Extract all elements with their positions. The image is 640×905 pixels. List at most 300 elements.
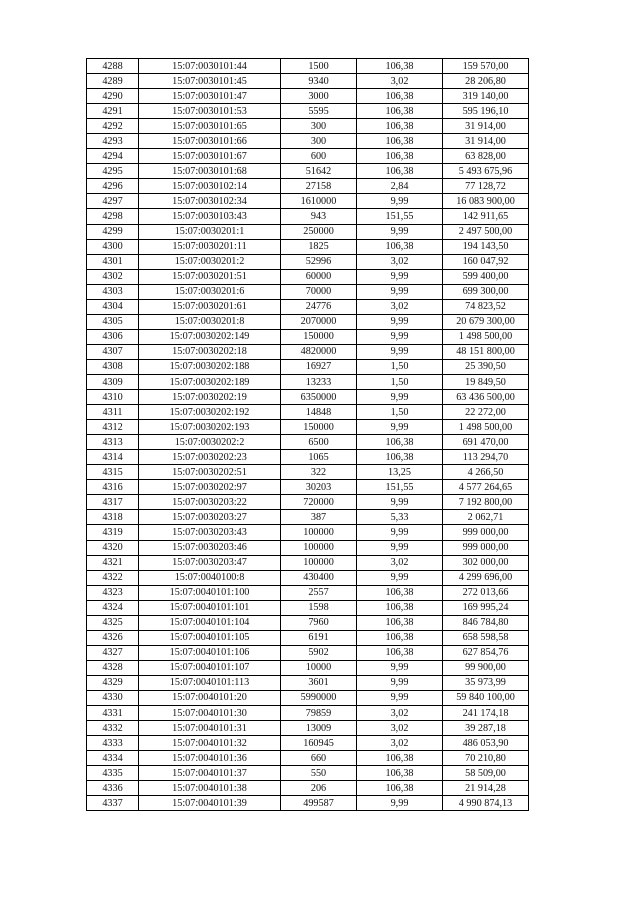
cadastral-number-cell: 15:07:0030203:22 — [139, 495, 281, 510]
cadastral-value-cell: 159 570,00 — [443, 59, 529, 74]
cadastral-value-cell: 2 062,71 — [443, 510, 529, 525]
area-cell: 100000 — [281, 525, 357, 540]
row-number-cell: 4310 — [87, 390, 139, 405]
specific-value-cell: 106,38 — [357, 751, 443, 766]
area-cell: 14848 — [281, 405, 357, 420]
area-cell: 100000 — [281, 540, 357, 555]
cadastral-value-cell: 272 013,66 — [443, 585, 529, 600]
specific-value-cell: 9,99 — [357, 525, 443, 540]
row-number-cell: 4326 — [87, 630, 139, 645]
row-number-cell: 4337 — [87, 796, 139, 811]
table-row — [87, 420, 529, 435]
row-number-cell: 4329 — [87, 675, 139, 690]
cadastral-number-cell: 15:07:0030201:51 — [139, 269, 281, 284]
cadastral-value-cell: 99 900,00 — [443, 660, 529, 675]
area-cell: 250000 — [281, 224, 357, 239]
table-row — [87, 254, 529, 269]
specific-value-cell: 9,99 — [357, 570, 443, 585]
table-row — [87, 314, 529, 329]
area-cell: 2070000 — [281, 314, 357, 329]
area-cell: 52996 — [281, 254, 357, 269]
specific-value-cell: 1,50 — [357, 359, 443, 374]
row-number-cell: 4312 — [87, 420, 139, 435]
area-cell: 1065 — [281, 450, 357, 465]
specific-value-cell: 9,99 — [357, 660, 443, 675]
cadastral-value-cell: 28 206,80 — [443, 74, 529, 89]
cadastral-value-cell: 142 911,65 — [443, 209, 529, 224]
cadastral-value-cell: 63 436 500,00 — [443, 390, 529, 405]
cadastral-value-cell: 39 287,18 — [443, 721, 529, 736]
row-number-cell: 4297 — [87, 194, 139, 209]
cadastral-value-cell: 59 840 100,00 — [443, 690, 529, 705]
cadastral-number-cell: 15:07:0040101:104 — [139, 615, 281, 630]
cadastral-value-cell: 302 000,00 — [443, 555, 529, 570]
cadastral-number-cell: 15:07:0030202:51 — [139, 465, 281, 480]
specific-value-cell: 106,38 — [357, 450, 443, 465]
specific-value-cell: 9,99 — [357, 675, 443, 690]
table-row — [87, 615, 529, 630]
row-number-cell: 4296 — [87, 179, 139, 194]
row-number-cell: 4289 — [87, 74, 139, 89]
cadastral-number-cell: 15:07:0030201:1 — [139, 224, 281, 239]
cadastral-number-cell: 15:07:0030101:65 — [139, 119, 281, 134]
row-number-cell: 4327 — [87, 645, 139, 660]
area-cell: 300 — [281, 134, 357, 149]
area-cell: 6350000 — [281, 390, 357, 405]
table-row — [87, 405, 529, 420]
specific-value-cell: 151,55 — [357, 209, 443, 224]
cadastral-value-cell: 20 679 300,00 — [443, 314, 529, 329]
area-cell: 2557 — [281, 585, 357, 600]
cadastral-number-cell: 15:07:0030203:47 — [139, 555, 281, 570]
cadastral-value-cell: 2 497 500,00 — [443, 224, 529, 239]
cadastral-number-cell: 15:07:0040101:20 — [139, 690, 281, 705]
area-cell: 30203 — [281, 480, 357, 495]
row-number-cell: 4306 — [87, 329, 139, 344]
row-number-cell: 4311 — [87, 405, 139, 420]
area-cell: 5595 — [281, 104, 357, 119]
area-cell: 430400 — [281, 570, 357, 585]
cadastral-number-cell: 15:07:0030202:193 — [139, 420, 281, 435]
specific-value-cell: 3,02 — [357, 706, 443, 721]
table-row — [87, 134, 529, 149]
cadastral-value-cell: 35 973,99 — [443, 675, 529, 690]
specific-value-cell: 9,99 — [357, 420, 443, 435]
specific-value-cell: 106,38 — [357, 119, 443, 134]
cadastral-value-cell: 846 784,80 — [443, 615, 529, 630]
area-cell: 1825 — [281, 239, 357, 254]
row-number-cell: 4293 — [87, 134, 139, 149]
table-row — [87, 495, 529, 510]
table-row — [87, 766, 529, 781]
cadastral-value-cell: 169 995,24 — [443, 600, 529, 615]
table-row — [87, 555, 529, 570]
specific-value-cell: 9,99 — [357, 690, 443, 705]
row-number-cell: 4324 — [87, 600, 139, 615]
cadastral-number-cell: 15:07:0040101:105 — [139, 630, 281, 645]
cadastral-number-cell: 15:07:0030202:2 — [139, 435, 281, 450]
cadastral-number-cell: 15:07:0030201:8 — [139, 314, 281, 329]
table-row — [87, 59, 529, 74]
cadastral-value-cell: 241 174,18 — [443, 706, 529, 721]
row-number-cell: 4320 — [87, 540, 139, 555]
area-cell: 5902 — [281, 645, 357, 660]
specific-value-cell: 106,38 — [357, 600, 443, 615]
cadastral-number-cell: 15:07:0030103:43 — [139, 209, 281, 224]
table-row — [87, 239, 529, 254]
specific-value-cell: 106,38 — [357, 585, 443, 600]
specific-value-cell: 106,38 — [357, 766, 443, 781]
table-row — [87, 525, 529, 540]
table-row — [87, 585, 529, 600]
table-row — [87, 269, 529, 284]
area-cell: 6191 — [281, 630, 357, 645]
cadastral-number-cell: 15:07:0030202:189 — [139, 374, 281, 389]
table-row — [87, 359, 529, 374]
specific-value-cell: 9,99 — [357, 284, 443, 299]
table-row — [87, 751, 529, 766]
cadastral-value-cell: 160 047,92 — [443, 254, 529, 269]
specific-value-cell: 3,02 — [357, 555, 443, 570]
table-row — [87, 390, 529, 405]
table-row — [87, 209, 529, 224]
cadastral-value-cell: 7 192 800,00 — [443, 495, 529, 510]
area-cell: 1500 — [281, 59, 357, 74]
table-row — [87, 540, 529, 555]
row-number-cell: 4294 — [87, 149, 139, 164]
row-number-cell: 4318 — [87, 510, 139, 525]
area-cell: 206 — [281, 781, 357, 796]
specific-value-cell: 9,99 — [357, 269, 443, 284]
cadastral-number-cell: 15:07:0030101:47 — [139, 89, 281, 104]
area-cell: 322 — [281, 465, 357, 480]
specific-value-cell: 106,38 — [357, 104, 443, 119]
row-number-cell: 4299 — [87, 224, 139, 239]
specific-value-cell: 3,02 — [357, 721, 443, 736]
specific-value-cell: 9,99 — [357, 495, 443, 510]
area-cell: 13233 — [281, 374, 357, 389]
row-number-cell: 4291 — [87, 104, 139, 119]
area-cell: 720000 — [281, 495, 357, 510]
area-cell: 70000 — [281, 284, 357, 299]
row-number-cell: 4314 — [87, 450, 139, 465]
row-number-cell: 4301 — [87, 254, 139, 269]
area-cell: 60000 — [281, 269, 357, 284]
cadastral-number-cell: 15:07:0040100:8 — [139, 570, 281, 585]
area-cell: 387 — [281, 510, 357, 525]
specific-value-cell: 9,99 — [357, 390, 443, 405]
cadastral-value-cell: 113 294,70 — [443, 450, 529, 465]
area-cell: 499587 — [281, 796, 357, 811]
table-row — [87, 796, 529, 811]
specific-value-cell: 1,50 — [357, 374, 443, 389]
cadastral-value-cell: 599 400,00 — [443, 269, 529, 284]
row-number-cell: 4323 — [87, 585, 139, 600]
cadastral-value-cell: 21 914,28 — [443, 781, 529, 796]
cadastral-value-cell: 999 000,00 — [443, 540, 529, 555]
cadastral-value-cell: 77 128,72 — [443, 179, 529, 194]
specific-value-cell: 106,38 — [357, 630, 443, 645]
table-row — [87, 736, 529, 751]
cadastral-number-cell: 15:07:0030202:149 — [139, 329, 281, 344]
row-number-cell: 4332 — [87, 721, 139, 736]
cadastral-number-cell: 15:07:0030203:46 — [139, 540, 281, 555]
row-number-cell: 4307 — [87, 344, 139, 359]
area-cell: 1598 — [281, 600, 357, 615]
specific-value-cell: 3,02 — [357, 74, 443, 89]
cadastral-number-cell: 15:07:0040101:32 — [139, 736, 281, 751]
row-number-cell: 4325 — [87, 615, 139, 630]
specific-value-cell: 9,99 — [357, 314, 443, 329]
area-cell: 160945 — [281, 736, 357, 751]
cadastral-number-cell: 15:07:0040101:38 — [139, 781, 281, 796]
row-number-cell: 4303 — [87, 284, 139, 299]
area-cell: 550 — [281, 766, 357, 781]
specific-value-cell: 106,38 — [357, 89, 443, 104]
area-cell: 300 — [281, 119, 357, 134]
cadastral-number-cell: 15:07:0040101:31 — [139, 721, 281, 736]
table-row — [87, 104, 529, 119]
table-row — [87, 164, 529, 179]
specific-value-cell: 9,99 — [357, 329, 443, 344]
area-cell: 3000 — [281, 89, 357, 104]
row-number-cell: 4305 — [87, 314, 139, 329]
area-cell: 660 — [281, 751, 357, 766]
specific-value-cell: 3,02 — [357, 254, 443, 269]
area-cell: 13009 — [281, 721, 357, 736]
area-cell: 150000 — [281, 420, 357, 435]
table-row — [87, 706, 529, 721]
cadastral-number-cell: 15:07:0030102:14 — [139, 179, 281, 194]
specific-value-cell: 3,02 — [357, 299, 443, 314]
table-row — [87, 660, 529, 675]
cadastral-value-cell: 31 914,00 — [443, 134, 529, 149]
cadastral-value-cell: 4 577 264,65 — [443, 480, 529, 495]
area-cell: 7960 — [281, 615, 357, 630]
cadastral-number-cell: 15:07:0040101:106 — [139, 645, 281, 660]
cadastral-value-table — [86, 58, 529, 811]
cadastral-number-cell: 15:07:0030202:97 — [139, 480, 281, 495]
row-number-cell: 4295 — [87, 164, 139, 179]
table-row — [87, 645, 529, 660]
cadastral-value-cell: 19 849,50 — [443, 374, 529, 389]
cadastral-value-cell: 691 470,00 — [443, 435, 529, 450]
row-number-cell: 4309 — [87, 374, 139, 389]
cadastral-number-cell: 15:07:0030202:192 — [139, 405, 281, 420]
row-number-cell: 4298 — [87, 209, 139, 224]
cadastral-value-cell: 595 196,10 — [443, 104, 529, 119]
cadastral-number-cell: 15:07:0040101:30 — [139, 706, 281, 721]
cadastral-number-cell: 15:07:0030101:66 — [139, 134, 281, 149]
cadastral-value-cell: 4 266,50 — [443, 465, 529, 480]
specific-value-cell: 106,38 — [357, 239, 443, 254]
row-number-cell: 4290 — [87, 89, 139, 104]
table-row — [87, 329, 529, 344]
specific-value-cell: 106,38 — [357, 134, 443, 149]
table-row — [87, 781, 529, 796]
cadastral-number-cell: 15:07:0030101:68 — [139, 164, 281, 179]
cadastral-value-cell: 63 828,00 — [443, 149, 529, 164]
area-cell: 1610000 — [281, 194, 357, 209]
row-number-cell: 4328 — [87, 660, 139, 675]
cadastral-number-cell: 15:07:0030201:61 — [139, 299, 281, 314]
table-row — [87, 675, 529, 690]
cadastral-value-cell: 4 990 874,13 — [443, 796, 529, 811]
specific-value-cell: 2,84 — [357, 179, 443, 194]
cadastral-value-cell: 1 498 500,00 — [443, 329, 529, 344]
table-row — [87, 480, 529, 495]
cadastral-number-cell: 15:07:0030203:43 — [139, 525, 281, 540]
cadastral-number-cell: 15:07:0040101:39 — [139, 796, 281, 811]
row-number-cell: 4319 — [87, 525, 139, 540]
area-cell: 4820000 — [281, 344, 357, 359]
cadastral-value-cell: 319 140,00 — [443, 89, 529, 104]
table-row — [87, 194, 529, 209]
table-row — [87, 179, 529, 194]
table-row — [87, 450, 529, 465]
specific-value-cell: 106,38 — [357, 435, 443, 450]
row-number-cell: 4292 — [87, 119, 139, 134]
cadastral-value-cell: 16 083 900,00 — [443, 194, 529, 209]
row-number-cell: 4300 — [87, 239, 139, 254]
specific-value-cell: 13,25 — [357, 465, 443, 480]
cadastral-number-cell: 15:07:0040101:37 — [139, 766, 281, 781]
cadastral-number-cell: 15:07:0030202:188 — [139, 359, 281, 374]
table-row — [87, 600, 529, 615]
row-number-cell: 4308 — [87, 359, 139, 374]
area-cell: 24776 — [281, 299, 357, 314]
cadastral-value-cell: 48 151 800,00 — [443, 344, 529, 359]
area-cell: 16927 — [281, 359, 357, 374]
cadastral-number-cell: 15:07:0030203:27 — [139, 510, 281, 525]
cadastral-value-cell: 25 390,50 — [443, 359, 529, 374]
cadastral-value-cell: 5 493 675,96 — [443, 164, 529, 179]
table-row — [87, 299, 529, 314]
specific-value-cell: 3,02 — [357, 736, 443, 751]
cadastral-number-cell: 15:07:0040101:113 — [139, 675, 281, 690]
cadastral-value-cell: 22 272,00 — [443, 405, 529, 420]
cadastral-number-cell: 15:07:0030101:53 — [139, 104, 281, 119]
cadastral-number-cell: 15:07:0040101:107 — [139, 660, 281, 675]
specific-value-cell: 106,38 — [357, 781, 443, 796]
area-cell: 9340 — [281, 74, 357, 89]
table-row — [87, 74, 529, 89]
cadastral-value-cell: 486 053,90 — [443, 736, 529, 751]
table-row — [87, 374, 529, 389]
cadastral-number-cell: 15:07:0030202:23 — [139, 450, 281, 465]
cadastral-number-cell: 15:07:0030202:19 — [139, 390, 281, 405]
cadastral-value-cell: 4 299 696,00 — [443, 570, 529, 585]
area-cell: 51642 — [281, 164, 357, 179]
document-table-container — [86, 58, 528, 811]
area-cell: 100000 — [281, 555, 357, 570]
cadastral-value-cell: 699 300,00 — [443, 284, 529, 299]
cadastral-number-cell: 15:07:0030102:34 — [139, 194, 281, 209]
specific-value-cell: 106,38 — [357, 615, 443, 630]
cadastral-number-cell: 15:07:0040101:100 — [139, 585, 281, 600]
table-row — [87, 89, 529, 104]
row-number-cell: 4317 — [87, 495, 139, 510]
specific-value-cell: 151,55 — [357, 480, 443, 495]
table-row — [87, 630, 529, 645]
table-row — [87, 721, 529, 736]
row-number-cell: 4331 — [87, 706, 139, 721]
row-number-cell: 4334 — [87, 751, 139, 766]
specific-value-cell: 9,99 — [357, 796, 443, 811]
area-cell: 6500 — [281, 435, 357, 450]
cadastral-value-cell: 31 914,00 — [443, 119, 529, 134]
cadastral-value-cell: 70 210,80 — [443, 751, 529, 766]
row-number-cell: 4316 — [87, 480, 139, 495]
row-number-cell: 4288 — [87, 59, 139, 74]
row-number-cell: 4302 — [87, 269, 139, 284]
cadastral-number-cell: 15:07:0030201:2 — [139, 254, 281, 269]
specific-value-cell: 5,33 — [357, 510, 443, 525]
specific-value-cell: 9,99 — [357, 194, 443, 209]
area-cell: 27158 — [281, 179, 357, 194]
table-body — [87, 59, 529, 811]
cadastral-number-cell: 15:07:0030101:45 — [139, 74, 281, 89]
row-number-cell: 4335 — [87, 766, 139, 781]
table-row — [87, 435, 529, 450]
cadastral-number-cell: 15:07:0040101:36 — [139, 751, 281, 766]
area-cell: 3601 — [281, 675, 357, 690]
specific-value-cell: 9,99 — [357, 224, 443, 239]
row-number-cell: 4333 — [87, 736, 139, 751]
specific-value-cell: 9,99 — [357, 344, 443, 359]
specific-value-cell: 1,50 — [357, 405, 443, 420]
table-row — [87, 224, 529, 239]
area-cell: 79859 — [281, 706, 357, 721]
cadastral-number-cell: 15:07:0030201:6 — [139, 284, 281, 299]
specific-value-cell: 106,38 — [357, 59, 443, 74]
cadastral-value-cell: 194 143,50 — [443, 239, 529, 254]
table-row — [87, 570, 529, 585]
area-cell: 10000 — [281, 660, 357, 675]
table-row — [87, 510, 529, 525]
area-cell: 150000 — [281, 329, 357, 344]
table-row — [87, 284, 529, 299]
specific-value-cell: 106,38 — [357, 645, 443, 660]
row-number-cell: 4321 — [87, 555, 139, 570]
area-cell: 600 — [281, 149, 357, 164]
cadastral-value-cell: 658 598,58 — [443, 630, 529, 645]
row-number-cell: 4336 — [87, 781, 139, 796]
cadastral-number-cell: 15:07:0030201:11 — [139, 239, 281, 254]
cadastral-value-cell: 1 498 500,00 — [443, 420, 529, 435]
cadastral-number-cell: 15:07:0030202:18 — [139, 344, 281, 359]
cadastral-number-cell: 15:07:0030101:67 — [139, 149, 281, 164]
row-number-cell: 4322 — [87, 570, 139, 585]
cadastral-value-cell: 627 854,76 — [443, 645, 529, 660]
specific-value-cell: 106,38 — [357, 164, 443, 179]
table-row — [87, 690, 529, 705]
table-row — [87, 119, 529, 134]
row-number-cell: 4330 — [87, 690, 139, 705]
row-number-cell: 4315 — [87, 465, 139, 480]
area-cell: 943 — [281, 209, 357, 224]
row-number-cell: 4304 — [87, 299, 139, 314]
table-row — [87, 149, 529, 164]
cadastral-number-cell: 15:07:0040101:101 — [139, 600, 281, 615]
specific-value-cell: 106,38 — [357, 149, 443, 164]
cadastral-number-cell: 15:07:0030101:44 — [139, 59, 281, 74]
table-row — [87, 344, 529, 359]
cadastral-value-cell: 74 823,52 — [443, 299, 529, 314]
specific-value-cell: 9,99 — [357, 540, 443, 555]
cadastral-value-cell: 58 509,00 — [443, 766, 529, 781]
table-row — [87, 465, 529, 480]
